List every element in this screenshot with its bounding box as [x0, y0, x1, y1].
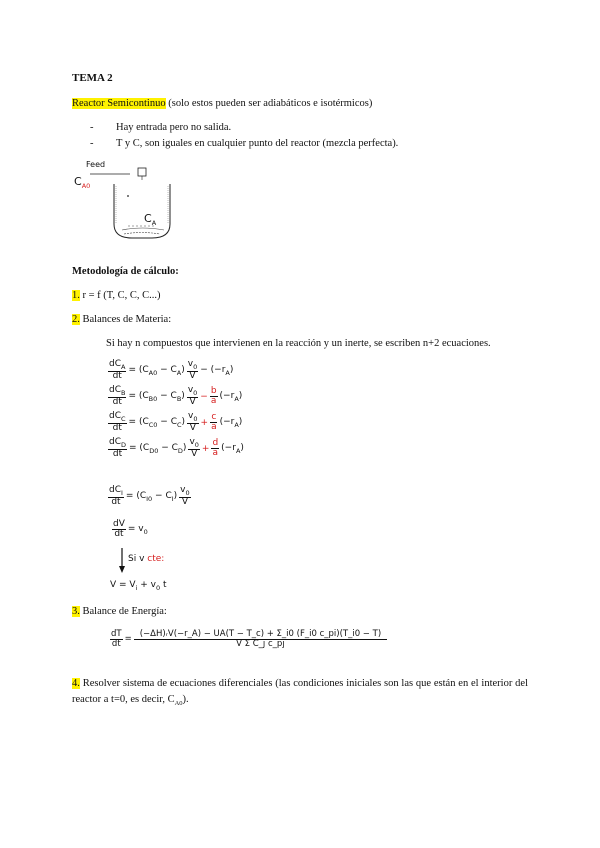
tank-c: C — [144, 212, 152, 225]
page-title: TEMA 2 — [72, 72, 113, 84]
step-2 — [72, 314, 171, 325]
inert-lhs: $\frac{dC_I}{dt}$ — [109, 485, 123, 507]
methodology-heading: Metodología de cálculo: — [72, 266, 179, 277]
step-4-text: Resolver sistema de ecuaciones diferenciales (las condiciones iniciales son las que están en el interior del reactor a t=0, es decir, C — [72, 678, 528, 705]
tank-concentration-label — [144, 212, 156, 227]
step-3-text: Balance de Energía: — [79, 606, 167, 617]
bullet-text: T y C, son iguales en cualquier punto del reactor (mezcla perfecta). — [116, 138, 399, 149]
arrow-note — [118, 548, 198, 574]
bullet-item — [90, 122, 231, 133]
step-3-number: 3. — [72, 606, 80, 617]
mass-balance-row: $\frac{dC_C}{dt}$ = $(C_{C0} - C_C)$ $\frac{v_0}{V}$ + $\frac{c}{a}$ $(-r_A)$ — [109, 411, 243, 433]
bullet-text: Hay entrada pero no salida. — [116, 122, 232, 133]
reactor-tank-icon — [72, 160, 172, 250]
section-heading-rest: (solo estos pueden ser adiabáticos e isotérmicos) — [165, 98, 373, 109]
energy-balance-equation: $\frac{dT}{dt}$ = $\frac{\text{(−ΔH)ᵣV(−r\_A) − UA(T − T\_c) + Σ\_i0 (F\_i0 c\_pi)(T\_i0 − T)}}{\text{V Σ C\_j c\_pj}}$ — [110, 630, 387, 649]
step-4 — [72, 676, 528, 709]
step-1 — [72, 290, 161, 301]
step-2-text: Balances de Materia: — [79, 314, 172, 325]
energy-numerator: (−ΔH)ᵣV(−r_A) − UA(T − T_c) + Σ_i0 (F_i0 c_pi)(T_i0 − T) — [134, 630, 387, 640]
energy-denominator: V Σ C_j c_pj — [236, 638, 285, 649]
inert-balance-equation: $\frac{dC_I}{dt}$ = $(C_{I0} - C_I)$ $\frac{v_0}{V}$ — [109, 485, 190, 507]
inlet-c: C — [74, 175, 82, 188]
mass-balance-equations — [108, 360, 244, 464]
tank-sub: A — [151, 219, 157, 228]
bullet-item — [90, 138, 398, 149]
arrow-note-text: Si v cte: — [128, 554, 165, 564]
mass-balance-row: $\frac{dC_A}{dt}$ = $(C_{A0} - C_A)$ $\frac{v_0}{V}$ − $(-r_A)$ — [109, 359, 234, 381]
step-4-number: 4. — [72, 678, 80, 689]
step-1-text: r = f (T, C, C, C...) — [79, 290, 161, 301]
inlet-sub: A0 — [81, 182, 91, 191]
volume-solution: $V = V_i + v_0$ t — [110, 580, 167, 592]
bullet-dash: - — [90, 122, 94, 133]
section-heading-highlight: Reactor Semicontinuo — [72, 98, 166, 109]
mass-balance-row: $\frac{dC_B}{dt}$ = $(C_{B0} - C_B)$ $\frac{v_0}{V}$ − $\frac{b}{a}$ $(-r_A)$ — [109, 385, 243, 407]
inlet-concentration-label — [74, 175, 90, 190]
feed-label: Feed — [86, 160, 106, 169]
step-4-end: ). — [182, 693, 189, 705]
step-4-sub: A0 — [174, 699, 183, 707]
bullet-dash: - — [90, 138, 94, 149]
step-1-number: 1. — [72, 290, 80, 301]
volume-balance-equation: $\frac{dV}{dt}$ = $v_0$ — [113, 519, 148, 540]
step-2-number: 2. — [72, 314, 80, 325]
step-3 — [72, 606, 167, 617]
section-heading — [72, 98, 372, 109]
down-arrow-icon — [118, 548, 128, 574]
step-2-description: Si hay n compuestos que intervienen en la reacción y un inerte, se escriben n+2 ecuaciones. — [106, 338, 491, 349]
reactor-diagram — [72, 160, 172, 250]
mass-balance-row: $\frac{dC_D}{dt}$ = $(C_{D0} - C_D)$ $\frac{v_0}{V}$ + $\frac{d}{a}$ $(-r_A)$ — [109, 437, 244, 459]
